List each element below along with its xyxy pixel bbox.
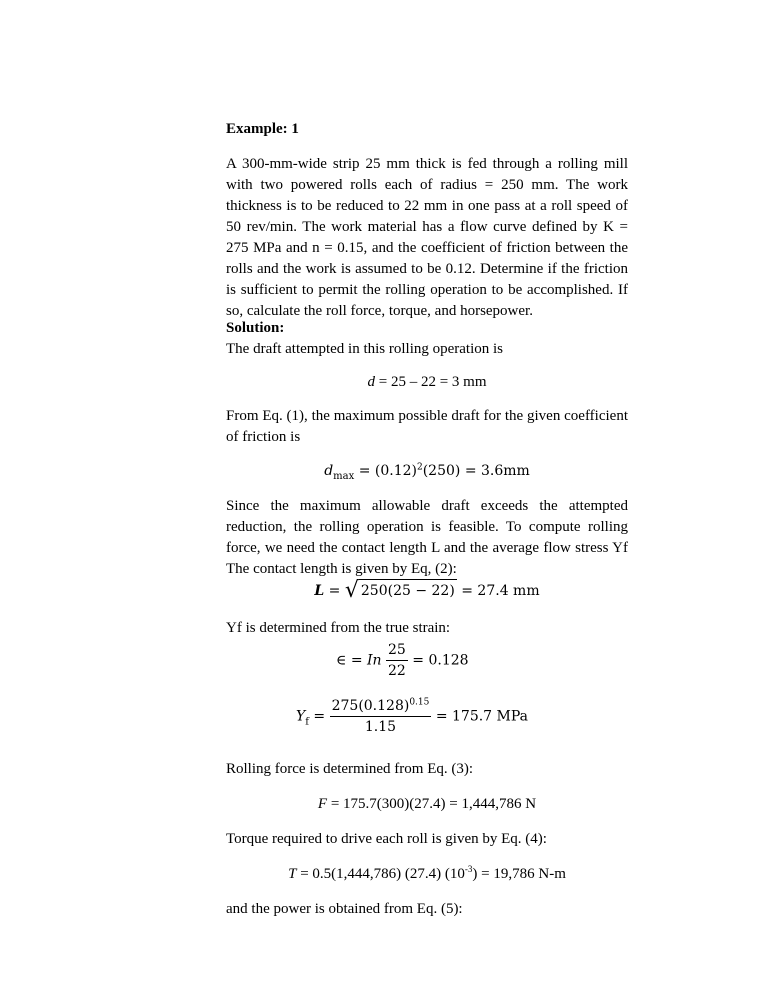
torque-rhs-a: = 0.5(1,444,786) (27.4) (10 [296,866,465,882]
equation-torque [226,864,628,885]
dmax-subscript: max [333,470,355,482]
equation-contact-length [226,579,628,603]
strain-lhs: ∈ = In [336,652,386,669]
torque-intro: Torque required to drive each roll is given by Eq. (4): [226,831,547,847]
problem-statement: A 300-mm-wide strip 25 mm thick is fed through a rolling mill with two powered rolls each of radius = 250 mm. The work thickness is to be reduced to 22 mm in one pass at a roll speed of 50 rev/min. The work material has a flow curve defined by K = 275 MPa and n = 0.15, and the coefficient of friction between the rolls and the work is assumed to be 0.12. Determine if the friction is sufficient to permit the rolling operation to be accomplished. If so, calculate the roll force, torque, and horsepower. [226,156,628,319]
force-rhs: = 175.7(300)(27.4) = 1,444,786 N [327,796,537,812]
flow-stress-subscript: f [305,716,309,728]
strain-fraction [386,640,408,681]
strain-rhs: = 0.128 [407,652,469,669]
draft-intro: The draft attempted in this rolling operation is [226,341,504,357]
dmax-rhs-b: (250) = 3.6mm [422,463,530,479]
square-root [345,579,457,603]
flow-stress-denominator: 1.15 [330,716,432,737]
strain-numerator: 25 [388,642,406,658]
radical-sign: √ [344,578,359,603]
feasibility-text: Since the maximum allowable draft exceeds the attempted reduction, the rolling operation is feasible. To compute rolling force, we need the contact length L and the average flow stress Yf The contact length is given by Eq, (2): [226,498,628,577]
power-intro: and the power is obtained from Eq. (5): [226,901,463,917]
equation-draft [226,372,628,393]
equation-force [226,794,628,815]
max-draft-intro: From Eq. (1), the maximum possible draft for the given coefficient of friction is [226,408,628,445]
equation-true-strain [226,640,628,681]
contact-length-symbol: L [314,583,325,599]
draft-symbol: d [367,374,375,390]
draft-rhs: = 25 – 22 = 3 mm [374,374,487,390]
force-intro: Rolling force is determined from Eq. (3): [226,761,474,777]
flow-stress-fraction [330,696,432,737]
yf-intro: Yf is determined from the true strain: [226,620,451,636]
equation-flow-stress [226,696,628,737]
flow-stress-eqsign: = [308,708,330,725]
dmax-rhs-a: = (0.12) [354,463,417,479]
torque-rhs-b: ) = 19,786 N-m [472,866,566,882]
contact-length-eqsign: = [324,583,345,599]
contact-length-rhs: = 27.4 mm [456,583,540,599]
flow-stress-numerator [330,696,432,716]
flow-stress-num-base: 275(0.128) [331,698,410,714]
dmax-exponent: 2 [416,462,423,473]
flow-stress-symbol: Y [296,708,306,725]
flow-stress-rhs: = 175.7 MPa [431,708,529,725]
torque-symbol: T [288,866,297,882]
torque-exponent: -3 [464,864,473,874]
equation-dmax [226,461,628,482]
radicand: 250(25 − 22) [359,579,457,603]
strain-denominator: 22 [386,660,408,681]
example-heading: Example: 1 [226,121,299,137]
dmax-symbol: d [324,463,334,479]
flow-stress-num-exp: 0.15 [409,697,430,708]
force-symbol: F [317,796,328,812]
solution-label: Solution: [226,320,285,336]
